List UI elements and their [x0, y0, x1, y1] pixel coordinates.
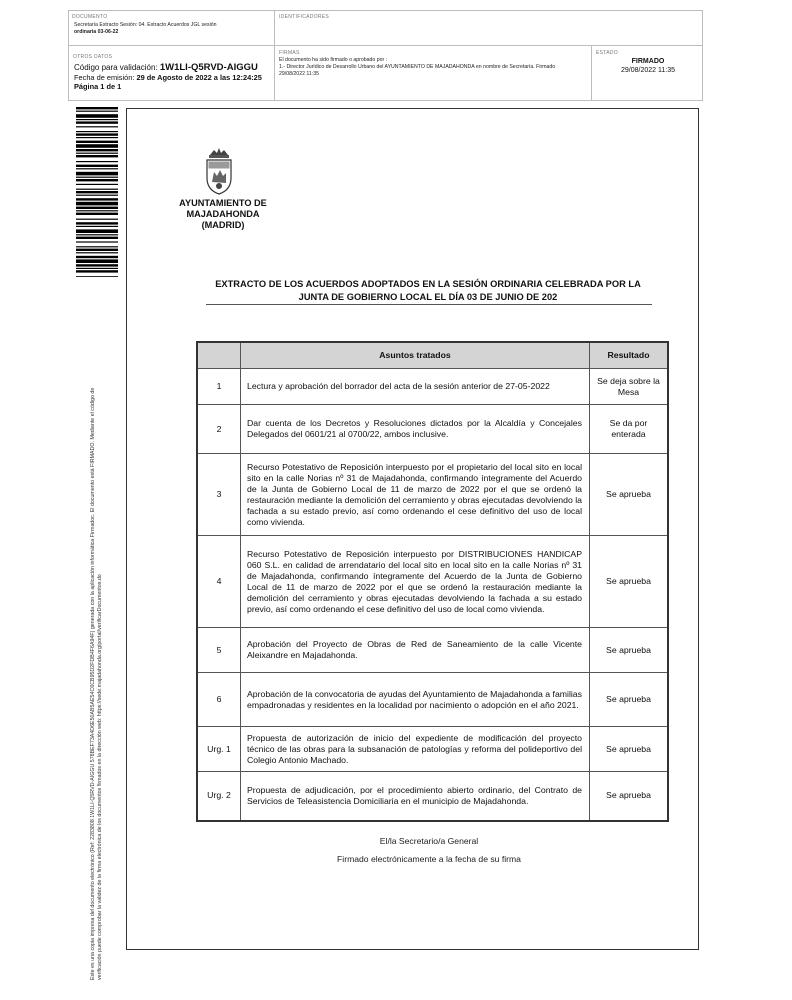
- table-row: [197, 405, 668, 454]
- firmas-line-1: El documento ha sido firmado o aprobado por :: [279, 57, 388, 63]
- row-number: 6: [197, 673, 241, 727]
- organization-line-2: MAJADAHONDA: [186, 209, 260, 219]
- signature-title: El/la Secretario/a General: [379, 836, 479, 846]
- table-row: [197, 369, 668, 405]
- document-title-line-1: EXTRACTO DE LOS ACUERDOS ADOPTADOS EN LA SESIÓN ORDINARIA CELEBRADA POR LA: [215, 279, 641, 289]
- fecha-value: 29 de Agosto de 2022 a las 12:24:25: [136, 73, 262, 82]
- firmas-line-2: 1.- Director Jurídico de Desarrollo Urbano del AYUNTAMIENTO DE MAJADAHONDA en nombre de Secretaría. Firmado: [279, 64, 556, 70]
- coat-of-arms-icon: [201, 146, 237, 196]
- table-row: [197, 628, 668, 673]
- signature-note: Firmado electrónicamente a la fecha de su firma: [337, 854, 521, 864]
- documento-text: [74, 22, 272, 36]
- row-number: 5: [197, 628, 241, 673]
- row-resultado: Se da por enterada: [590, 405, 669, 454]
- header-identificadores-box: [274, 10, 703, 46]
- row-resultado: Se aprueba: [590, 673, 669, 727]
- firmas-text: [279, 57, 604, 78]
- row-asunto: Recurso Potestativo de Reposición interpuesto por DISTRIBUCIONES HANDICAP 060 S.L. en calidad de arrendatario del local sito en local sito en la calle Norias nº 31 de Majadahonda, confirmando íntegramente del Acuerdo de la Junta de Gobierno Local de 11 de marzo de 2022 por el que se ordenó la restauración mediante la demolición del cerramiento y obras ejecutadas devolviendo la fachada a su estado previo, así como ordenando el cese definitivo del uso de local como vivienda.: [241, 536, 590, 628]
- row-resultado: Se aprueba: [590, 454, 669, 536]
- side-verification-text: [90, 290, 104, 980]
- table-row: [197, 772, 668, 821]
- row-number: 4: [197, 536, 241, 628]
- row-number: Urg. 2: [197, 772, 241, 821]
- organization-name: [168, 198, 278, 231]
- row-asunto: Dar cuenta de los Decretos y Resoluciones dictados por la Alcaldía y Concejales Delegados del 0601/21 al 0700/22, ambos inclusive.: [241, 405, 590, 454]
- table-row: [197, 454, 668, 536]
- identificadores-label: IDENTIFICADORES: [279, 14, 330, 20]
- firmas-label: FIRMAS: [279, 50, 300, 56]
- estado-date: 29/08/2022 11:35: [621, 67, 675, 74]
- row-asunto: Propuesta de adjudicación, por el procedimiento abierto ordinario, del Contrato de Servicios de Teleasistencia Domiciliaria en el municipio de Majadahonda.: [241, 772, 590, 821]
- estado-value: FIRMADO: [631, 58, 665, 65]
- row-number: 1: [197, 369, 241, 405]
- documento-text-line-1: Secretaría Extracto Sesión: 04. Extracto Acuerdos JGL sesión: [74, 22, 217, 28]
- row-resultado: Se aprueba: [590, 772, 669, 821]
- codigo-validacion: [74, 63, 258, 73]
- header-resultado: Resultado: [590, 342, 669, 369]
- estado-label: ESTADO: [596, 50, 618, 56]
- row-asunto: Lectura y aprobación del borrador del acta de la sesión anterior de 27-05-2022: [241, 369, 590, 405]
- row-asunto: Propuesta de autorización de inicio del expediente de modificación del proyecto técnico de las obras para la subsanación de patologías y reforma del polideportivo del Colegio Antonio Machado.: [241, 727, 590, 772]
- row-asunto: Aprobación del Proyecto de Obras de Red de Saneamiento de la calle Vicente Aleixandre en Majadahonda.: [241, 628, 590, 673]
- row-number: Urg. 1: [197, 727, 241, 772]
- codigo-prefix: Código para validación:: [74, 63, 158, 72]
- header-otros-datos-box: [68, 45, 275, 101]
- firmas-line-3: 29/08/2022 11:35: [279, 71, 319, 77]
- row-asunto: Aprobación de la convocatoria de ayudas del Ayuntamiento de Majadahonda a familias empadronadas y residentes en la localidad por nacimiento o adopción en el año 2021.: [241, 673, 590, 727]
- row-resultado: Se aprueba: [590, 628, 669, 673]
- row-resultado: Se deja sobre la Mesa: [590, 369, 669, 405]
- header-num: [197, 342, 241, 369]
- header-asuntos: Asuntos tratados: [241, 342, 590, 369]
- document-title-line-2: JUNTA DE GOBIERNO LOCAL EL DÍA 03 DE JUNIO DE 202: [298, 292, 558, 302]
- table-row: [197, 727, 668, 772]
- barcode: [76, 107, 118, 277]
- row-resultado: Se aprueba: [590, 727, 669, 772]
- row-asunto: Recurso Potestativo de Reposición interpuesto por el propietario del local sito en local sito en la calle Norias nº 31 de Majadahonda, confirmando íntegramente del Acuerdo de la Junta de Gobierno Local de 11 de marzo de 2022 por el que se ordenó la restauración mediante la demolición del cerramiento y obras ejecutadas devolviendo la fachada a su estado previo, así como ordenando el cese definitivo del uso de local como vivienda.: [241, 454, 590, 536]
- document-title: [195, 278, 661, 304]
- row-number: 3: [197, 454, 241, 536]
- acuerdos-table: [196, 341, 669, 822]
- row-resultado: Se aprueba: [590, 536, 669, 628]
- row-number: 2: [197, 405, 241, 454]
- header-estado-box: [591, 45, 703, 101]
- table-row: [197, 536, 668, 628]
- header-documento-box: [68, 10, 275, 46]
- table-header-row: [197, 342, 668, 369]
- table-row: [197, 673, 668, 727]
- otros-datos-label: OTROS DATOS: [73, 54, 113, 60]
- pagina: Página 1 de 1: [74, 82, 122, 91]
- codigo-value: 1W1LI-Q5RVD-AIGGU: [159, 62, 258, 73]
- header-firmas-box: [274, 45, 592, 101]
- side-text-line-1: Este es una copia impresa del documento electrónico (Ref: 2283808 1W1LI-Q5RVD-AIGGU 578BEF73A4D6E50AB5AE54C6CB95D2FDB4F6A94F) generada con la aplicación informática Firmadoc. El documento está FIRMADO. Mediante el código de: [90, 387, 96, 980]
- fecha-prefix: Fecha de emisión:: [74, 73, 135, 82]
- documento-label: DOCUMENTO: [72, 14, 108, 20]
- documento-text-line-2: ordinaria 03-06-22: [74, 29, 119, 35]
- title-underline: [206, 304, 652, 305]
- organization-line-3: (MADRID): [201, 220, 245, 230]
- side-text-line-2: verificación puede comprobar la validez de la firma electrónica de los documentos firmados en la dirección web: https://sede.majadahonda.org/portal/verificarDocumentos.do: [97, 574, 103, 980]
- organization-line-1: AYUNTAMIENTO DE: [179, 198, 267, 208]
